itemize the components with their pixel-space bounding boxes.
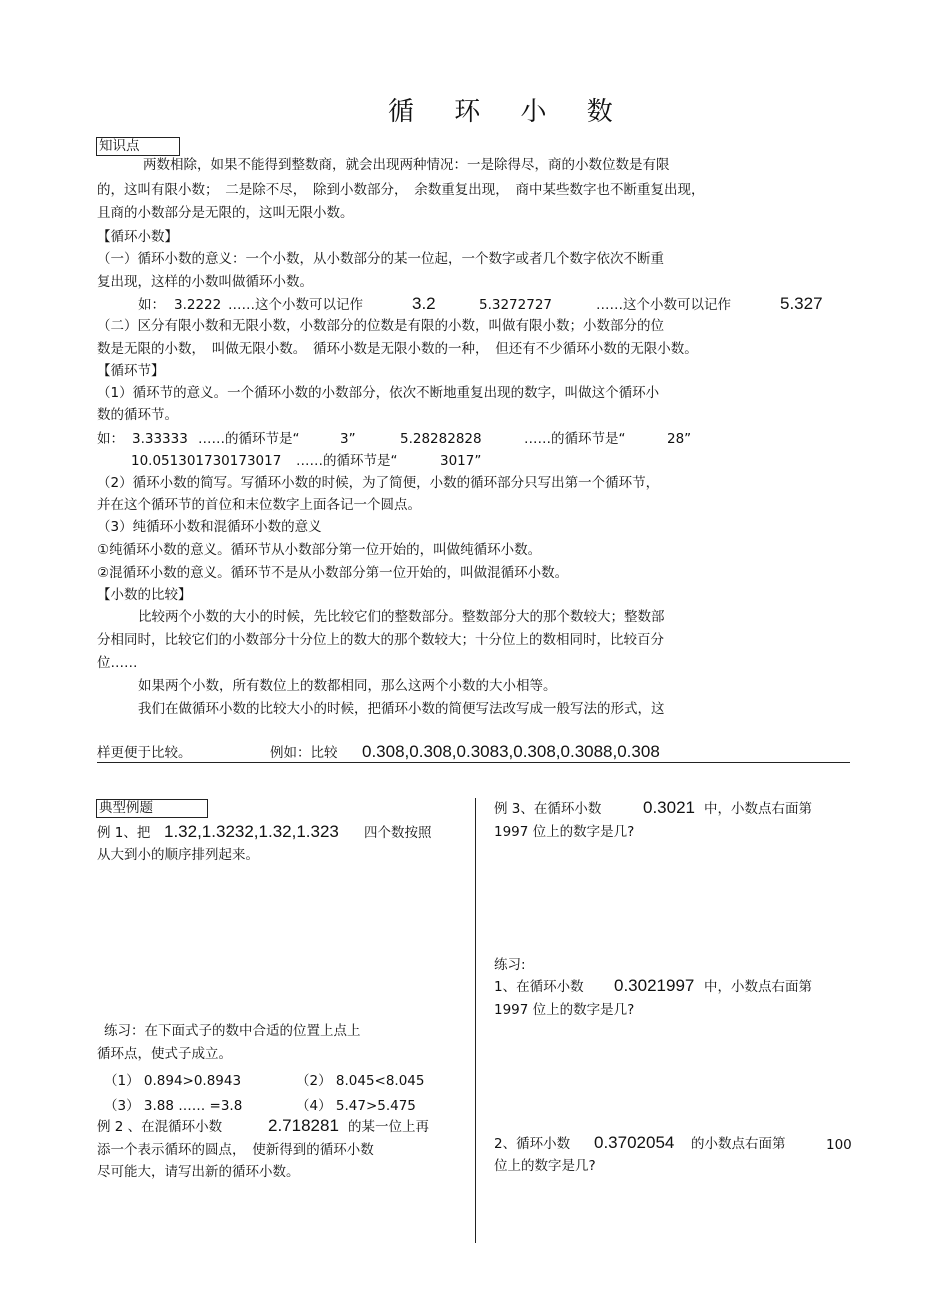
compare-last-text: 样更便于比较。	[97, 745, 192, 761]
compare-rule-line-2: 分相同时，比较它们的小数部分十分位上的数大的那个数较大；十分位上的数相同时，比较百分	[97, 632, 664, 648]
section-heading-period: 【循环节】	[97, 363, 165, 379]
compare-example-numbers: 0.308,0.308,0.3083,0.308,0.3088,0.308	[362, 742, 660, 761]
example-number-1: 3.2222	[174, 297, 222, 313]
compare-line-1: （二）区分有限小数和无限小数，小数部分的位数是有限的小数，叫做有限小数；小数部分的位	[97, 318, 664, 334]
period-pure-mixed-heading: （3）纯循环小数和混循环小数的意义	[97, 519, 322, 535]
example-number-2: 5.3272727	[479, 297, 553, 313]
practice2-q2-number: 0.3702054	[594, 1133, 675, 1152]
compare-method-line: 我们在做循环小数的比较大小的时候，把循环小数的简便写法改写成一般写法的形式，这	[138, 701, 665, 717]
ex2-line-3: 尽可能大，请写出新的循环小数。	[97, 1164, 300, 1180]
practice2-q2-prefix: 2、循环小数	[494, 1136, 571, 1152]
example-short-1: 3.2	[412, 294, 436, 313]
practice2-q2-line-2: 位上的数字是几?	[494, 1158, 596, 1174]
ex3-line-2: 1997 位上的数字是几?	[494, 824, 635, 840]
period-ex1-number: 3.33333	[132, 431, 188, 447]
ex3-prefix: 例 3、在循环小数	[494, 801, 602, 817]
period-ex3-number: 10.051301730173017	[131, 453, 282, 469]
practice1-item-1: （1） 0.894>0.8943	[104, 1073, 242, 1089]
period-ex2-text: ……的循环节是“	[524, 431, 626, 447]
ex3-suffix: 中，小数点右面第	[704, 801, 812, 817]
period-ex2-value: 28”	[667, 431, 692, 447]
practice2-q1-suffix: 中，小数点右面第	[704, 979, 812, 995]
compare-rule-line-1: 比较两个小数的大小的时候，先比较它们的整数部分。整数部分大的那个数较大；整数部	[138, 609, 665, 625]
period-abbrev-line-2: 并在这个循环节的首位和末位数字上面各记一个圆点。	[97, 497, 421, 513]
compare-equal-line: 如果两个小数，所有数位上的数都相同，那么这两个小数的大小相等。	[138, 678, 557, 694]
period-ex2-number: 5.28282828	[400, 431, 482, 447]
practice1-item-2: （2） 8.045<8.045	[296, 1073, 425, 1089]
period-ex1-prefix: 如：	[97, 431, 124, 447]
ex2-number: 2.718281	[268, 1116, 339, 1135]
ex1-prefix: 例 1、把	[97, 825, 151, 841]
section-divider-line	[97, 762, 850, 763]
example-text-1: ……这个小数可以记作	[228, 297, 363, 313]
period-ex3-text: ……的循环节是“	[296, 453, 398, 469]
ex2-suffix: 的某一位上再	[348, 1119, 429, 1135]
ex1-line-2: 从大到小的顺序排列起来。	[97, 847, 259, 863]
section-heading-compare: 【小数的比较】	[97, 587, 192, 603]
period-line-1: （1）循环节的意义。一个循环小数的小数部分，依次不断地重复出现的数字，叫做这个循环小	[97, 385, 660, 401]
intro-line-3: 且商的小数部分是无限的，这叫无限小数。	[97, 205, 354, 221]
typical-examples-label: 典型例题	[96, 799, 208, 818]
ex2-prefix: 例 2 、在混循环小数	[97, 1119, 223, 1135]
practice1-item-3: （3） 3.88 …… =3.8	[104, 1098, 243, 1114]
intro-line-2: 的，这叫有限小数； 二是除不尽， 除到小数部分， 余数重复出现， 商中某些数字也不断重复出现，	[97, 182, 705, 198]
practice2-q2-suffix: 的小数点右面第	[691, 1136, 786, 1152]
period-ex1-text: ……的循环节是“	[198, 431, 300, 447]
practice2-label: 练习:	[494, 957, 526, 973]
knowledge-points-label: 知识点	[96, 137, 180, 156]
practice2-q2-count: 100	[826, 1137, 852, 1153]
practice1-line-1: 练习：在下面式子的数中合适的位置上点上	[104, 1023, 361, 1039]
page-title: 循 环 小 数	[388, 97, 629, 127]
recurring-def-line-2: 复出现，这样的小数叫做循环小数。	[97, 274, 313, 290]
practice1-line-2: 循环点，使式子成立。	[97, 1046, 232, 1062]
compare-line-2: 数是无限的小数， 叫做无限小数。 循环小数是无限小数的一种， 但还有不少循环小数的无限小数。	[97, 341, 698, 357]
period-mixed-def: ②混循环小数的意义。循环节不是从小数部分第一位开始的，叫做混循环小数。	[97, 565, 569, 581]
example-text-2: ……这个小数可以记作	[596, 297, 731, 313]
period-abbrev-line-1: （2）循环小数的简写。写循环小数的时候，为了简便，小数的循环部分只写出第一个循环节，	[97, 475, 660, 491]
ex2-line-2: 添一个表示循环的圆点， 使新得到的循环小数	[97, 1142, 374, 1158]
intro-line-1: 两数相除，如果不能得到整数商，就会出现两种情况：一是除得尽，商的小数位数是有限	[143, 157, 670, 173]
compare-example-label: 例如：比较	[270, 745, 338, 761]
practice1-item-4: （4） 5.47>5.475	[296, 1098, 416, 1114]
practice2-q1-line-2: 1997 位上的数字是几?	[494, 1002, 635, 1018]
period-ex3-value: 3017”	[440, 453, 482, 469]
ex1-numbers: 1.32,1.3232,1.32,1.323	[164, 822, 339, 841]
period-pure-def: ①纯循环小数的意义。循环节从小数部分第一位开始的，叫做纯循环小数。	[97, 542, 542, 558]
ex3-number: 0.3021	[643, 798, 695, 817]
ex1-suffix: 四个数按照	[364, 825, 432, 841]
practice2-q1-prefix: 1、在循环小数	[494, 979, 584, 995]
period-line-2: 数的循环节。	[97, 407, 178, 423]
example-short-2: 5.327	[780, 294, 823, 313]
recurring-def-line-1: （一）循环小数的意义：一个小数，从小数部分的某一位起，一个数字或者几个数字依次不断重	[97, 251, 664, 267]
column-divider	[475, 798, 476, 1243]
period-ex1-value: 3”	[340, 431, 356, 447]
practice2-q1-number: 0.3021997	[614, 976, 695, 995]
section-heading-recurring: 【循环小数】	[97, 229, 178, 245]
compare-rule-line-3: 位……	[97, 655, 138, 671]
example-prefix: 如：	[138, 297, 165, 313]
